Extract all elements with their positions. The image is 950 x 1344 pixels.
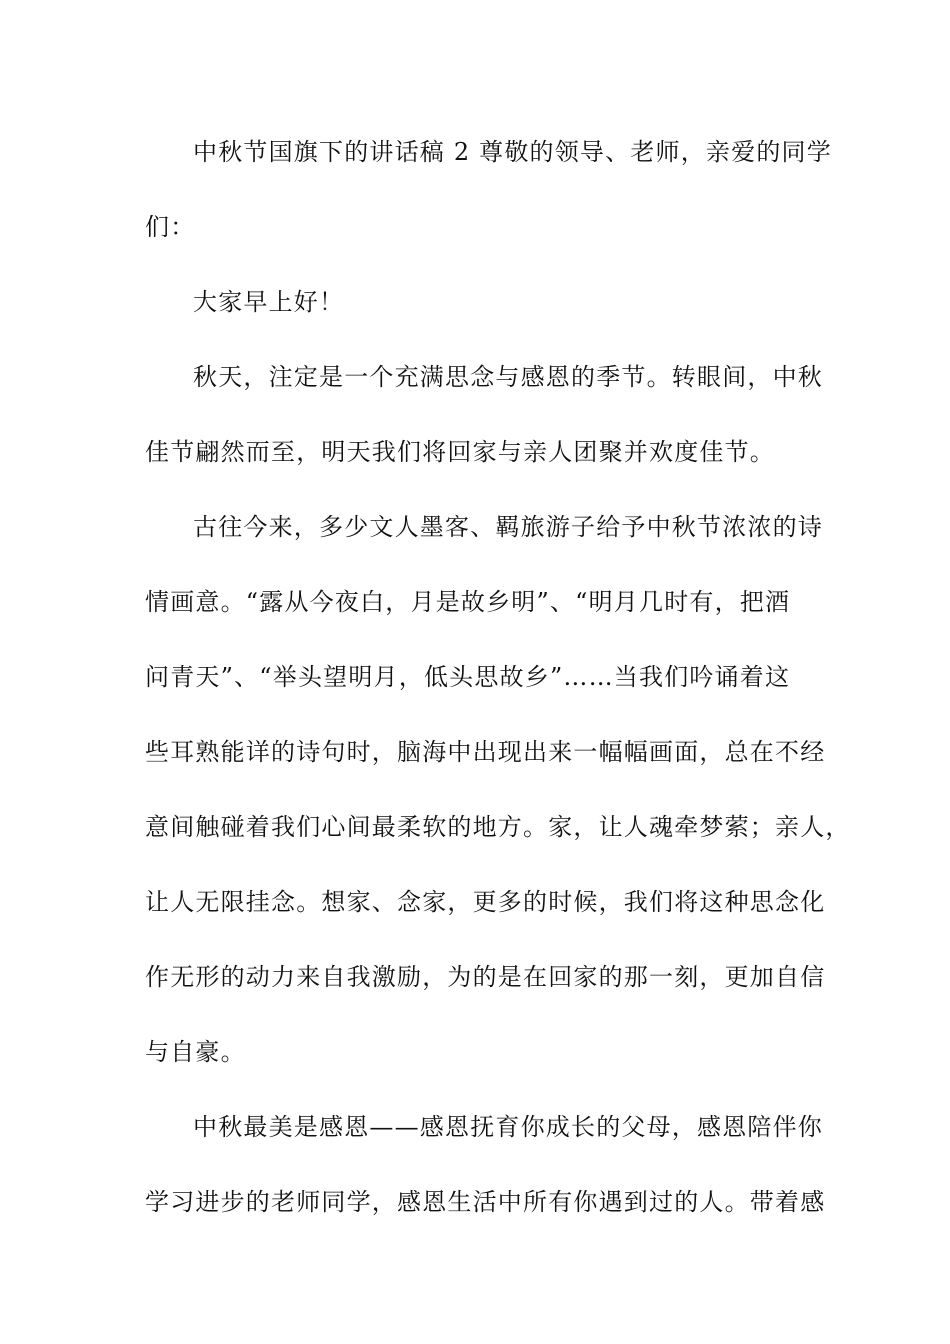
document-body	[145, 130, 851, 1255]
paragraph-line: 与自豪。	[145, 1038, 246, 1066]
paragraph-line: 秋天，注定是一个充满思念与感恩的季节。转眼间，中秋	[193, 363, 823, 391]
paragraph-line: 情画意。“露从今夜白，月是故乡明”、“明月几时有，把酒	[145, 588, 791, 616]
paragraph-line: 问青天”、“举头望明月，低头思故乡”……当我们吟诵着这	[145, 663, 791, 691]
paragraph-line: 中秋最美是感恩——感恩抚育你成长的父母，感恩陪伴你	[193, 1113, 823, 1141]
paragraph-line: 大家早上好！	[193, 288, 345, 316]
paragraph-line: 让人无限挂念。想家、念家，更多的时候，我们将这种思念化	[145, 888, 826, 916]
paragraph-line: 中秋节国旗下的讲话稿 2 尊敬的领导、老师，亲爱的同学	[193, 138, 832, 166]
paragraph-line: 作无形的动力来自我激励，为的是在回家的那一刻，更加自信	[145, 963, 826, 991]
paragraph-line: 们：	[145, 213, 196, 241]
paragraph-line: 些耳熟能详的诗句时，脑海中出现出来一幅幅画面，总在不经	[145, 738, 826, 766]
paragraph-line: 学习进步的老师同学，感恩生活中所有你遇到过的人。带着感	[145, 1188, 826, 1216]
paragraph-line: 意间触碰着我们心间最柔软的地方。家，让人魂牵梦萦；亲人，	[145, 813, 851, 841]
paragraph-line: 古往今来，多少文人墨客、羁旅游子给予中秋节浓浓的诗	[193, 513, 823, 541]
paragraph-line: 佳节翩然而至，明天我们将回家与亲人团聚并欢度佳节。	[145, 438, 775, 466]
